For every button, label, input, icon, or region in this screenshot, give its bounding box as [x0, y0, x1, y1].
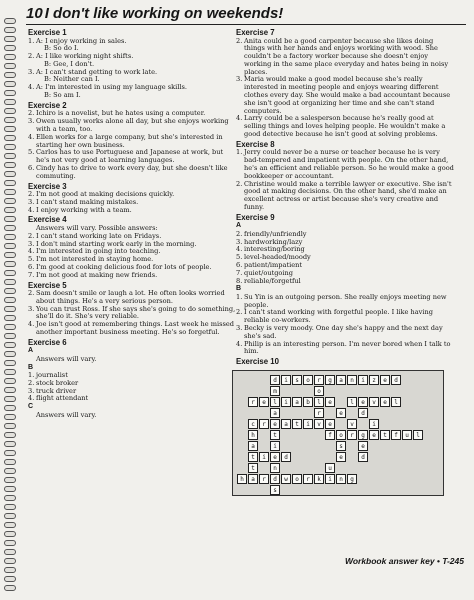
item-text: Jerry could never be a nurse or teacher because he is very bad-tempered and impatient with people. On the other hand, he's an efficient and reliable person. So he would make a good bookkeeper or accountant. [244, 148, 454, 180]
item-number: 2. [28, 190, 35, 199]
spiral-loop [4, 117, 16, 123]
item-text: Anita could be a good carpenter because she likes doing things with her hands and enjoys working with wood. She couldn't be a factory worker because she doesn't enjoy working in the same place everyday and hates being in noisy places. [244, 36, 449, 76]
crossword-cell: t [292, 419, 302, 429]
item-text: I'm not good at making new friends. [36, 270, 158, 279]
spiral-loop [4, 558, 16, 564]
item-number: 5. [28, 148, 35, 157]
item-number: 4. [28, 83, 35, 92]
spiral-loop [4, 315, 16, 321]
crossword-cell: t [380, 430, 390, 440]
crossword-cell: s [270, 485, 280, 495]
item-text: Philip is an interesting person. I'm never bored when I talk to him. [244, 339, 451, 356]
answer-item [28, 321, 236, 337]
item-text: I'm interested in going into teaching. [36, 247, 161, 256]
crossword-cell: s [336, 441, 346, 451]
item-text: quiet/outgoing [244, 268, 293, 277]
spiral-loop [4, 360, 16, 366]
crossword-cell: i [259, 452, 269, 462]
spiral-loop [4, 333, 16, 339]
crossword-cell: v [347, 419, 357, 429]
crossword-cell: i [325, 474, 335, 484]
spiral-loop [4, 540, 16, 546]
item-text: Larry could be a salesperson because he's really good at selling things and loves helping people. He wouldn't make a good detective because he isn't good at solving problems. [244, 114, 446, 139]
crossword-cell: r [259, 474, 269, 484]
item-number: 2. [28, 109, 35, 118]
dialog-reply: B: So do I. [44, 44, 79, 53]
item-number: 2. [236, 229, 243, 238]
crossword-cell: u [402, 430, 412, 440]
spiral-loop [4, 576, 16, 582]
spiral-loop [4, 261, 16, 267]
crossword-cell: i [270, 441, 280, 451]
item-number: 3. [236, 324, 243, 332]
item-number: 2. [236, 308, 243, 317]
crossword-cell: i [281, 397, 291, 407]
item-text: Christine would make a terrible lawyer or executive. She isn't good at making decisions. On the other hand, she'd make an excellent actress or artist because she's very creative and funny. [244, 179, 452, 211]
item-number: 3. [236, 237, 243, 246]
crossword-cell: a [248, 441, 258, 451]
spiral-loop [4, 423, 16, 429]
answer-item [28, 395, 236, 403]
item-number: 3. [28, 386, 35, 395]
unit-title: I don't like working on weekends! [44, 5, 284, 22]
item-text: patient/impatient [244, 260, 303, 269]
crossword-cell: d [270, 474, 280, 484]
item-text: I can't stand working with forgetful people. I like having reliable co-workers. [244, 308, 433, 325]
item-text: Su Yin is an outgoing person. She really enjoys meeting new people. [244, 292, 447, 309]
crossword-cell: t [270, 430, 280, 440]
spiral-loop [4, 36, 16, 42]
item-number: 1. [28, 371, 35, 380]
item-text: I'm not interested in staying home. [36, 255, 154, 264]
item-number: 8. [236, 276, 243, 285]
spiral-loop [4, 522, 16, 528]
crossword-cell: e [358, 441, 368, 451]
item-text: Becky is very moody. One day she's happy and the next day she's sad. [244, 324, 443, 340]
item-text: Cindy has to drive to work every day, but she doesn't like commuting. [36, 163, 228, 180]
crossword-cell: o [303, 375, 313, 385]
crossword-cell: e [270, 419, 280, 429]
spiral-loop [4, 306, 16, 312]
spiral-loop [4, 513, 16, 519]
spiral-loop [4, 585, 16, 591]
exercise-heading: Exercise 5 [28, 280, 67, 290]
item-text: Maria would make a good model because she's really interested in meeting people and enjoys wearing different clothes every day. She would make a bad accountant because she isn't good at organizing her time and she can't stand computers. [244, 75, 451, 115]
crossword-cell: r [303, 474, 313, 484]
crossword-cell: e [380, 375, 390, 385]
crossword-cell: e [336, 452, 346, 462]
crossword-cell: r [259, 419, 269, 429]
answer-item [28, 165, 236, 181]
spiral-loop [4, 468, 16, 474]
item-number: 2. [28, 378, 35, 387]
item-number: 7. [28, 270, 35, 279]
item-number: 4. [236, 245, 243, 254]
answer-item [236, 278, 456, 286]
spiral-loop [4, 144, 16, 150]
item-text: truck driver [36, 386, 77, 395]
section-letter: B [236, 285, 242, 293]
item-number: 6. [236, 260, 243, 269]
spiral-loop [4, 207, 16, 213]
spiral-loop [4, 243, 16, 249]
item-text: Joe isn't good at remembering things. Last week he missed another important business meeting. He's so forgetful. [36, 320, 234, 336]
unit-number: 10 [26, 5, 43, 22]
spiral-loop [4, 189, 16, 195]
crossword-cell: i [281, 375, 291, 385]
crossword-cell: o [336, 430, 346, 440]
spiral-loop [4, 270, 16, 276]
answer-item [236, 181, 456, 212]
item-number: 2. [236, 36, 243, 45]
crossword-cell: e [259, 397, 269, 407]
item-text: I don't mind starting work early in the morning. [36, 239, 197, 248]
answer-item [28, 290, 236, 306]
spiral-loop [4, 459, 16, 465]
spiral-loop [4, 90, 16, 96]
item-text: Ichiro is a novelist, but he hates using a computer. [36, 109, 206, 118]
item-number: 4. [28, 132, 35, 141]
item-number: 4. [236, 339, 243, 348]
item-text: I'm good at cooking delicious food for lots of people. [36, 262, 212, 271]
spiral-loop [4, 297, 16, 303]
spiral-loop [4, 324, 16, 330]
item-text: A: I'm interested in using my language skills. [36, 83, 187, 92]
spiral-loop [4, 288, 16, 294]
exercise-heading: Exercise 7 [236, 28, 275, 37]
exercise-heading: Exercise 4 [28, 215, 67, 225]
crossword-cell: l [347, 397, 357, 407]
spiral-loop [4, 414, 16, 420]
crossword-cell: r [314, 408, 324, 418]
crossword-cell: i [303, 419, 313, 429]
dialog-reply: B: So am I. [44, 91, 81, 100]
spiral-loop [4, 198, 16, 204]
section-letter: B [28, 363, 34, 371]
item-number: 3. [28, 304, 35, 313]
spiral-loop [4, 135, 16, 141]
item-text: I can't stand working late on Fridays. [36, 231, 162, 240]
crossword-cell: m [270, 386, 280, 396]
crossword-cell: w [281, 474, 291, 484]
crossword-cell: u [325, 463, 335, 473]
crossword-cell: e [358, 397, 368, 407]
crossword-cell: g [325, 375, 335, 385]
crossword-cell: i [358, 375, 368, 385]
right-column-content [236, 28, 456, 367]
spiral-loop [4, 495, 16, 501]
spiral-loop [4, 72, 16, 78]
crossword-cell: n [336, 474, 346, 484]
item-number: 1. [236, 292, 243, 301]
crossword-cell: l [314, 397, 324, 407]
answer-item [236, 325, 456, 341]
spiral-loop [4, 477, 16, 483]
answer-item [236, 76, 456, 115]
crossword-cell: a [270, 408, 280, 418]
crossword-cell: n [270, 463, 280, 473]
crossword-cell: o [292, 474, 302, 484]
spiral-loop [4, 171, 16, 177]
item-number: 3. [28, 117, 35, 126]
item-text: level-headed/moody [244, 253, 311, 262]
spiral-loop [4, 531, 16, 537]
answer-item [236, 309, 456, 325]
item-text: hardworking/lazy [244, 237, 303, 246]
crossword-cell: d [391, 375, 401, 385]
spiral-loop [4, 27, 16, 33]
answer-note: Answers will vary. [36, 410, 97, 419]
crossword-cell: f [391, 430, 401, 440]
spiral-loop [4, 108, 16, 114]
spiral-loop [4, 450, 16, 456]
item-text: flight attendant [36, 394, 89, 403]
item-number: 5. [28, 255, 35, 264]
item-text: journalist [36, 371, 68, 380]
spiral-loop [4, 279, 16, 285]
crossword-cell: g [358, 430, 368, 440]
crossword-cell: a [248, 474, 258, 484]
crossword-cell: z [369, 375, 379, 385]
crossword-cell: a [281, 419, 291, 429]
item-text: Owen usually works alone all day, but she enjoys working with a team, too. [36, 117, 229, 133]
exercise-heading: Exercise 8 [236, 139, 275, 149]
spiral-loop [4, 225, 16, 231]
answer-note: Answers will vary. [36, 354, 97, 363]
spiral-loop [4, 486, 16, 492]
spiral-loop [4, 45, 16, 51]
spiral-loop [4, 549, 16, 555]
item-number: 4. [28, 205, 35, 214]
dialog-reply: B: Gee, I don't. [44, 59, 95, 68]
item-text: Ellen works for a large company, but she's interested in starting her own business. [36, 132, 223, 149]
spiral-loop [4, 81, 16, 87]
spiral-loop [4, 567, 16, 573]
item-text: I'm not good at making decisions quickly. [36, 190, 175, 199]
item-number: 6. [28, 262, 35, 271]
crossword-cell: l [391, 397, 401, 407]
crossword-cell: l [270, 397, 280, 407]
item-number: 3. [236, 75, 243, 84]
spiral-loop [4, 405, 16, 411]
item-number: 2. [236, 179, 243, 188]
exercise-heading: Exercise 2 [28, 100, 67, 110]
item-text: You can trust Ross. If she says she's going to do something, she'll do it. She's very reliable. [36, 304, 236, 321]
crossword-cell: e [380, 397, 390, 407]
spiral-loop [4, 153, 16, 159]
crossword-cell: t [248, 463, 258, 473]
item-text: A: I can't stand getting to work late. [36, 67, 158, 76]
answer-item [28, 118, 236, 134]
answer-item [236, 149, 456, 180]
right-column [236, 27, 456, 496]
item-number: 1. [28, 36, 35, 45]
spiral-loop [4, 18, 16, 24]
item-text: A: I like working night shifts. [36, 52, 134, 61]
crossword-cell: e [336, 408, 346, 418]
item-number: 7. [236, 268, 243, 277]
crossword-cell: d [270, 375, 280, 385]
answer-item [236, 115, 456, 138]
exercise-heading: Exercise 3 [28, 181, 67, 191]
crossword-cell: r [347, 430, 357, 440]
spiral-loop [4, 378, 16, 384]
crossword-grid [232, 370, 444, 496]
spiral-loop [4, 99, 16, 105]
crossword-cell: e [369, 430, 379, 440]
exercise-heading: Exercise 9 [236, 212, 275, 222]
section-letter: A [28, 347, 34, 355]
answer-item [236, 341, 456, 357]
answer-item [28, 306, 236, 322]
crossword-cell: t [248, 452, 258, 462]
crossword-cell: r [248, 397, 258, 407]
page-title [26, 4, 466, 25]
crossword-cell: a [292, 397, 302, 407]
spiral-loop [4, 369, 16, 375]
spiral-loop [4, 342, 16, 348]
answer-item [28, 207, 236, 215]
item-number: 6. [28, 163, 35, 172]
item-number: 4. [236, 114, 243, 123]
crossword-cell: d [358, 452, 368, 462]
crossword-cell: l [413, 430, 423, 440]
crossword-cell: k [314, 474, 324, 484]
item-number: 2. [28, 289, 35, 298]
spiral-loop [4, 387, 16, 393]
item-number: 4. [28, 320, 35, 329]
item-number: 3. [28, 197, 35, 206]
spiral-loop [4, 234, 16, 240]
exercise-heading: Exercise 10 [236, 357, 279, 367]
spiral-loop [4, 252, 16, 258]
item-text: I enjoy working with a team. [36, 205, 132, 214]
crossword-cell: g [347, 474, 357, 484]
spiral-loop [4, 63, 16, 69]
crossword-cell: h [248, 430, 258, 440]
dialog-reply: B: Neither can I. [44, 75, 100, 84]
spiral-loop [4, 351, 16, 357]
crossword-cell: e [325, 419, 335, 429]
item-text: interesting/boring [244, 245, 305, 254]
item-number: 1. [236, 148, 243, 157]
crossword-cell: i [369, 419, 379, 429]
crossword-cell: h [237, 474, 247, 484]
item-text: Carlos has to use Portuguese and Japanese at work, but he's not very good at learning languages. [36, 148, 224, 165]
crossword-cell: s [292, 375, 302, 385]
spiral-loop [4, 54, 16, 60]
spiral-loop [4, 432, 16, 438]
section-letter: A [236, 222, 242, 230]
footer: Workbook answer key • T-245 [344, 556, 464, 566]
spiral-loop [4, 162, 16, 168]
crossword-cell: r [314, 375, 324, 385]
crossword-cell: v [369, 397, 379, 407]
item-text: stock broker [36, 378, 79, 387]
exercise-heading: Exercise 6 [28, 337, 67, 347]
item-number: 4. [28, 247, 35, 256]
section-letter: C [28, 403, 34, 411]
item-text: friendly/unfriendly [244, 229, 307, 238]
answer-item [28, 134, 236, 150]
answer-item [28, 149, 236, 165]
crossword-cell: e [270, 452, 280, 462]
item-text: Sam doesn't smile or laugh a lot. He often looks worried about things. He's a very serious person. [36, 289, 225, 305]
item-number: 3. [28, 239, 35, 248]
spiral-loop [4, 126, 16, 132]
answer-item [236, 294, 456, 310]
item-text: A: I enjoy working in sales. [36, 36, 127, 45]
spiral-loop [4, 396, 16, 402]
crossword-cell: o [314, 386, 324, 396]
item-number: 2. [28, 231, 35, 240]
crossword-cell: v [314, 419, 324, 429]
item-number: 5. [236, 253, 243, 262]
item-number: 2. [28, 52, 35, 61]
answer-item [28, 272, 236, 280]
item-number: 4. [28, 394, 35, 403]
spiral-binding [2, 18, 16, 588]
spiral-loop [4, 216, 16, 222]
spiral-loop [4, 441, 16, 447]
item-number: 3. [28, 67, 35, 76]
item-text: I can't stand making mistakes. [36, 197, 139, 206]
crossword-cell: b [303, 397, 313, 407]
spiral-loop [4, 180, 16, 186]
crossword-cell: e [325, 397, 335, 407]
crossword-cell: c [248, 419, 258, 429]
crossword-cell: a [336, 375, 346, 385]
item-text: reliable/forgetful [244, 276, 301, 285]
crossword-cell: f [325, 430, 335, 440]
answer-note: Answers will vary. Possible answers: [36, 223, 158, 232]
crossword-cell: d [281, 452, 291, 462]
spiral-loop [4, 504, 16, 510]
crossword-cell: n [347, 375, 357, 385]
crossword-cell: d [358, 408, 368, 418]
answer-item [236, 38, 456, 77]
exercise-heading: Exercise 1 [28, 28, 67, 37]
left-column [28, 27, 236, 420]
